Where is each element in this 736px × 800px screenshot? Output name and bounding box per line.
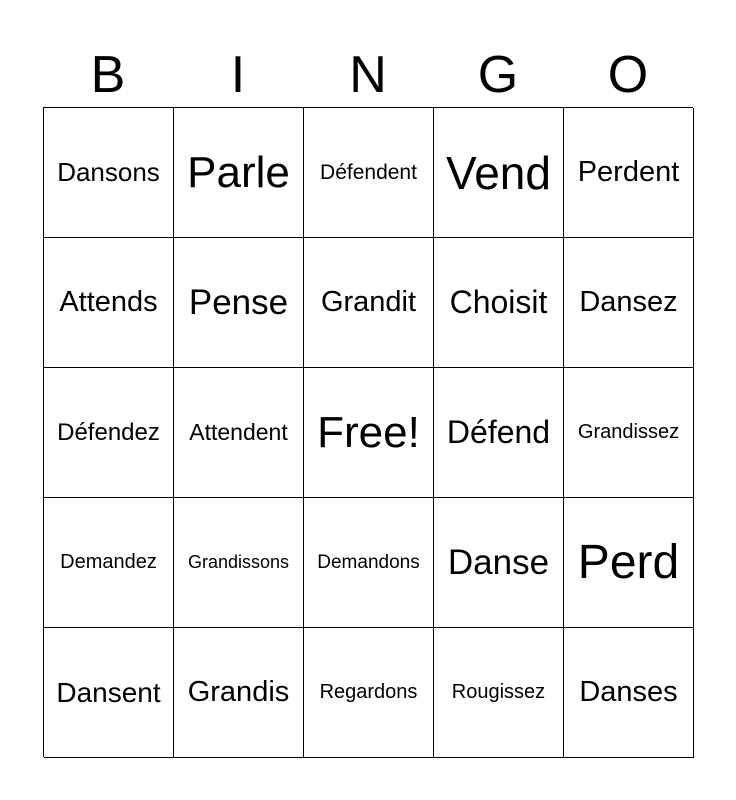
bingo-cell[interactable] [434, 498, 564, 628]
cell-label: Attends [59, 286, 158, 318]
bingo-board [43, 107, 693, 757]
bingo-cell[interactable] [44, 238, 174, 368]
bingo-cell[interactable] [304, 628, 434, 758]
bingo-header [43, 42, 693, 108]
cell-label: Choisit [449, 284, 548, 320]
cell-label: Pense [188, 282, 289, 322]
bingo-cell[interactable] [174, 498, 304, 628]
bingo-cell[interactable] [44, 108, 174, 238]
free-space-cell[interactable] [304, 368, 434, 498]
bingo-cell[interactable] [434, 368, 564, 498]
bingo-cell[interactable] [564, 368, 694, 498]
bingo-cell[interactable] [564, 238, 694, 368]
cell-label: Dansez [579, 286, 678, 318]
cell-label: Demandons [317, 551, 420, 573]
cell-label: Free! [317, 407, 420, 457]
bingo-cell[interactable] [174, 368, 304, 498]
cell-label: Attendent [189, 419, 288, 445]
cell-label: Grandit [320, 286, 417, 318]
header-letter-g: G [477, 46, 519, 104]
bingo-cell[interactable] [174, 238, 304, 368]
cell-label: Défend [446, 414, 551, 450]
header-letter-b: B [90, 46, 126, 104]
header-letter-o: O [607, 46, 649, 104]
bingo-cell[interactable] [434, 628, 564, 758]
cell-label: Dansons [57, 157, 160, 187]
cell-label: Défendent [320, 160, 417, 184]
bingo-cell[interactable] [304, 238, 434, 368]
cell-label: Danse [447, 542, 550, 582]
cell-label: Perd [577, 536, 680, 589]
bingo-cell[interactable] [44, 498, 174, 628]
cell-label: Regardons [319, 681, 418, 703]
bingo-cell[interactable] [434, 238, 564, 368]
cell-label: Grandis [187, 676, 290, 708]
bingo-cell[interactable] [44, 628, 174, 758]
cell-label: Demandez [60, 551, 157, 573]
cell-label: Danses [579, 676, 678, 708]
cell-label: Défendez [57, 418, 160, 446]
cell-label: Perdent [577, 156, 680, 188]
cell-label: Vend [446, 146, 551, 199]
header-letter-i: I [230, 46, 246, 104]
bingo-cell[interactable] [174, 628, 304, 758]
cell-label: Dansent [56, 676, 161, 708]
bingo-cell[interactable] [564, 498, 694, 628]
cell-label: Grandissez [577, 421, 680, 443]
cell-label: Rougissez [451, 681, 546, 703]
bingo-cell[interactable] [44, 368, 174, 498]
cell-label: Grandissons [187, 552, 290, 572]
bingo-cell[interactable] [564, 108, 694, 238]
bingo-cell[interactable] [304, 108, 434, 238]
bingo-cell[interactable] [304, 498, 434, 628]
cell-label: Parle [187, 147, 290, 197]
bingo-cell[interactable] [434, 108, 564, 238]
header-letter-n: N [349, 46, 387, 104]
bingo-cell[interactable] [564, 628, 694, 758]
bingo-cell[interactable] [174, 108, 304, 238]
